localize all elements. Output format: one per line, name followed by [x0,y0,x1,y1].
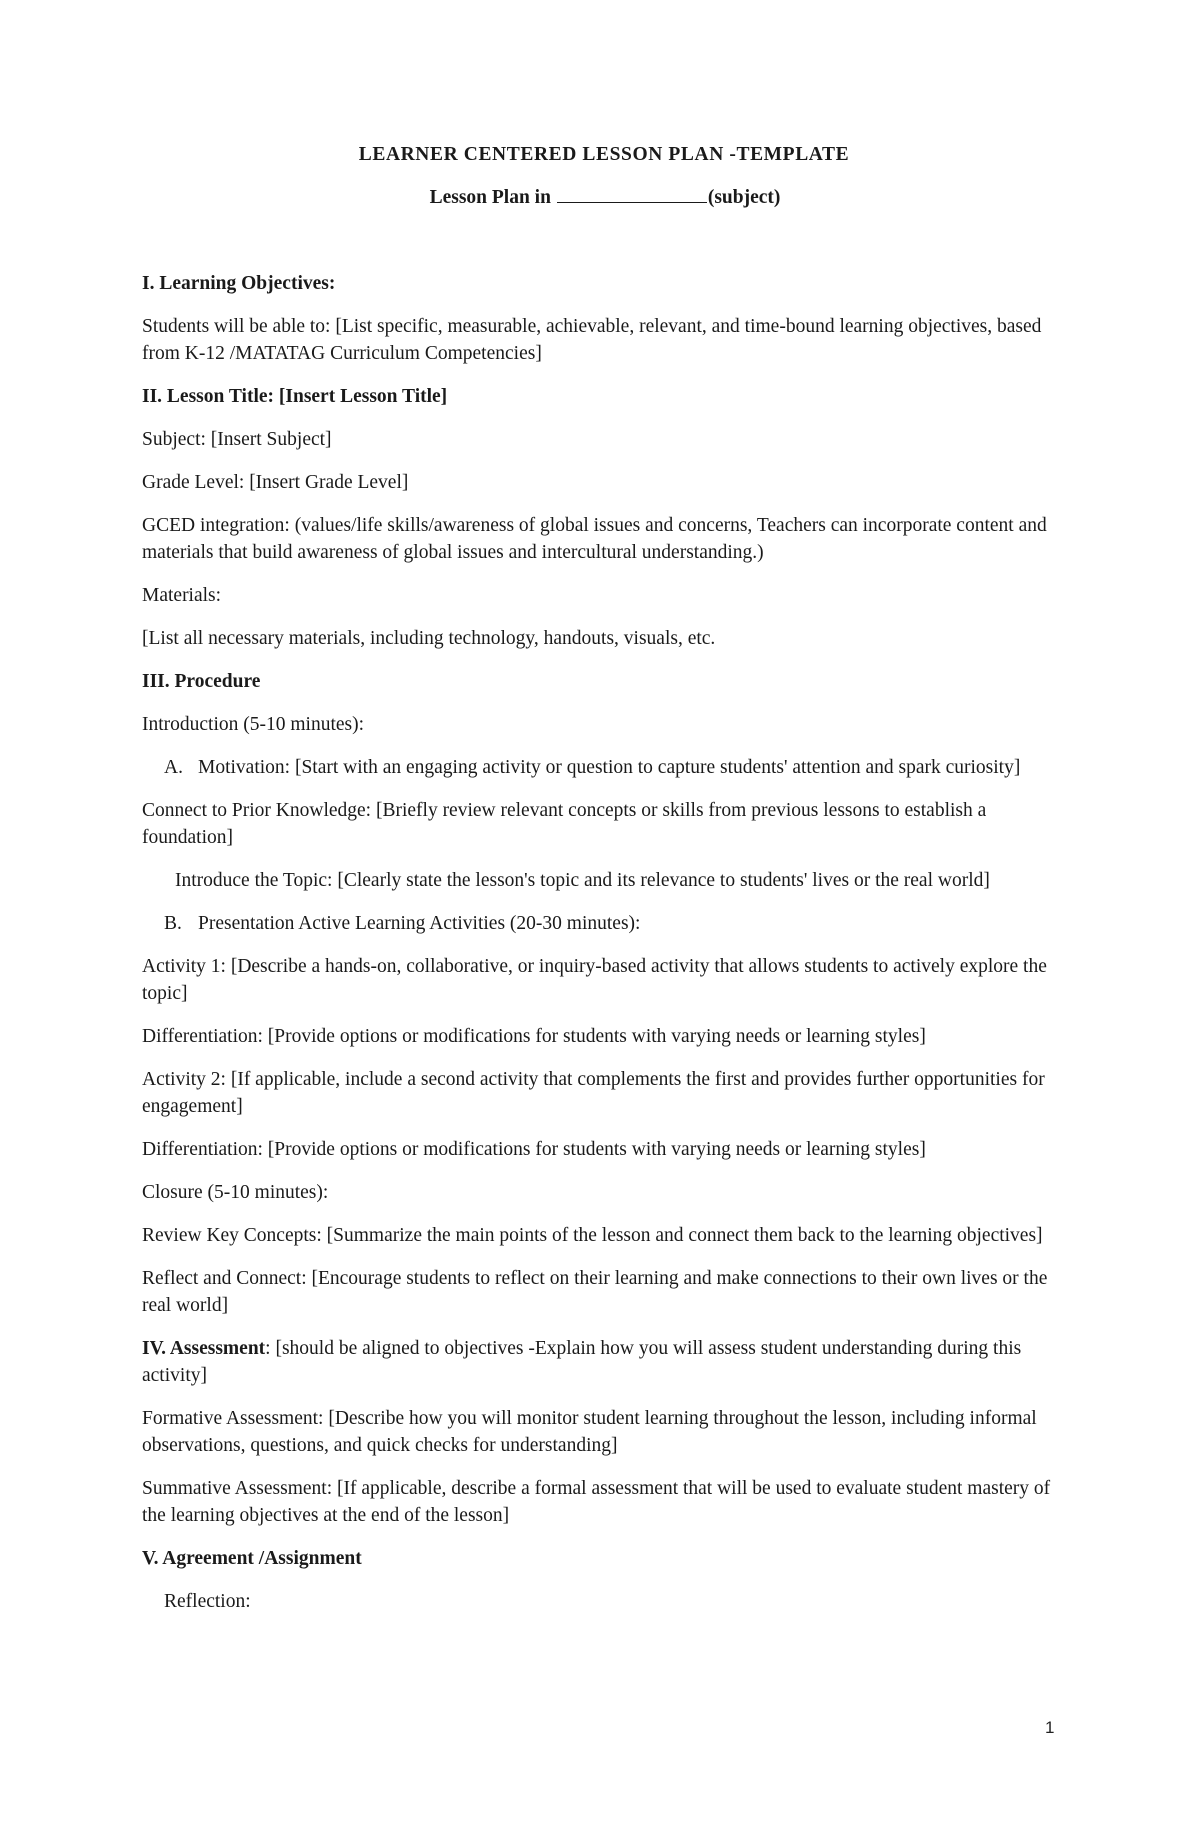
summative-assessment: Summative Assessment: [If applicable, describe a formal assessment that will be used to evaluate student mastery of the learning objectives at the end of the lesson] [142,1478,1051,1526]
document-title: LEARNER CENTERED LESSON PLAN -TEMPLATE [358,144,850,165]
document-body [142,141,1062,1631]
closure-line: Closure (5-10 minutes): [142,1182,329,1203]
materials-label: Materials: [142,585,222,606]
prior-knowledge: Connect to Prior Knowledge: [Briefly review relevant concepts or skills from previous lessons to establish a foundation] [142,800,987,848]
procedure-heading: III. Procedure [142,671,261,692]
formative-assessment: Formative Assessment: [Describe how you will monitor student learning throughout the lesson, including informal observations, questions, and quick checks for understanding] [142,1408,1037,1456]
list-item-presentation [142,910,1062,937]
objectives-text: Students will be able to: [List specific, measurable, achievable, relevant, and time-bound learning objectives, based from K-12 /MATATAG Curriculum Competencies] [142,316,1042,364]
activity-2: Activity 2: [If applicable, include a second activity that complements the first and provides further opportunities for engagement] [142,1069,1045,1117]
reflection-line: Reflection: [164,1591,251,1612]
subject-blank-line [557,184,707,203]
introduce-topic: Introduce the Topic: [Clearly state the lesson's topic and its relevance to students' lives or the real world] [175,870,990,891]
list-item-text: Motivation: [Start with an engaging activity or question to capture students' attention and spark curiosity] [198,757,1021,778]
review-key-concepts: Review Key Concepts: [Summarize the main points of the lesson and connect them back to the learning objectives] [142,1225,1043,1246]
subtitle-suffix: (subject) [707,187,781,208]
list-item-motivation [142,754,1062,781]
materials-text: [List all necessary materials, including technology, handouts, visuals, etc. [142,628,716,649]
agreement-heading: V. Agreement /Assignment [142,1548,362,1569]
introduction-line: Introduction (5-10 minutes): [142,714,365,735]
document-subtitle [142,184,1062,211]
objectives-heading: I. Learning Objectives: [142,273,336,294]
list-item-text: Presentation Active Learning Activities (20-30 minutes): [198,913,641,934]
subtitle-prefix: Lesson Plan in [429,187,556,208]
list-marker-b: B. [164,913,182,934]
differentiation-2: Differentiation: [Provide options or modifications for students with varying needs or learning styles] [142,1139,926,1160]
activity-1: Activity 1: [Describe a hands-on, collaborative, or inquiry-based activity that allows students to actively explore the topic] [142,956,1047,1004]
gced-integration: GCED integration: (values/life skills/awareness of global issues and concerns, Teachers can incorporate content and materials that build awareness of global issues and intercultural understanding.) [142,515,1047,563]
assessment-heading: IV. Assessment [142,1338,266,1359]
grade-level-line: Grade Level: [Insert Grade Level] [142,472,409,493]
assessment-paragraph [142,1335,1062,1389]
subject-line: Subject: [Insert Subject] [142,429,332,450]
differentiation-1: Differentiation: [Provide options or modifications for students with varying needs or learning styles] [142,1026,926,1047]
page-number: 1 [1045,1718,1055,1737]
list-marker-a: A. [164,757,183,778]
lesson-title-heading: II. Lesson Title: [Insert Lesson Title] [142,386,448,407]
reflect-and-connect: Reflect and Connect: [Encourage students to reflect on their learning and make connections to their own lives or the real world] [142,1268,1048,1316]
assessment-text: : [should be aligned to objectives -Explain how you will assess student understanding during this activity] [142,1338,1022,1386]
